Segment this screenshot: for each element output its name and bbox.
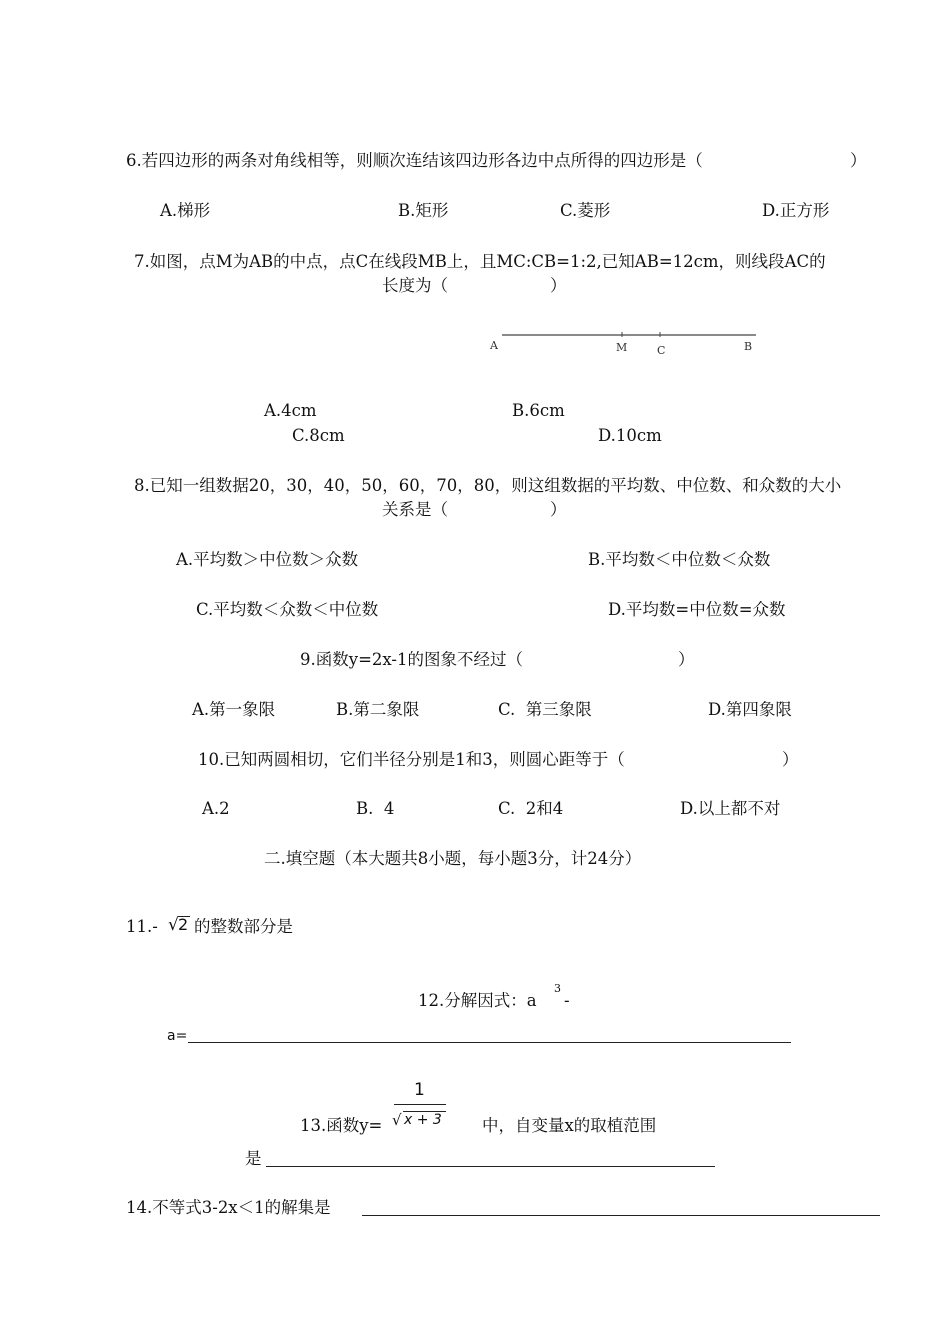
point-m-label: M <box>616 341 628 354</box>
q13-answer-blank[interactable] <box>266 1166 715 1167</box>
q7-option-a: A.4cm <box>264 401 317 420</box>
q11-prefix: 11.- <box>126 917 158 936</box>
q6-option-a: A.梯形 <box>160 201 211 220</box>
point-a-label: A <box>490 339 498 352</box>
q10-option-b: B. 4 <box>356 799 395 818</box>
q12-text: 12.分解因式：a <box>418 991 537 1010</box>
q6-option-c: C.菱形 <box>560 201 611 220</box>
q11-suffix: 的整数部分是 <box>194 917 293 936</box>
q12-answer-blank[interactable] <box>188 1042 791 1043</box>
q9-option-d: D.第四象限 <box>708 700 792 719</box>
q6-stem: 6.若四边形的两条对角线相等，则顺次连结该四边形各边中点所得的四边形是（ <box>126 151 703 170</box>
point-b-label: B <box>744 340 753 353</box>
q9-option-a: A.第一象限 <box>192 700 276 719</box>
q9-stem: 9.函数y=2x-1的图象不经过（ <box>300 650 523 669</box>
q14-text: 14.不等式3-2x＜1的解集是 <box>126 1198 331 1217</box>
q8-option-b: B.平均数＜中位数＜众数 <box>588 550 771 569</box>
q14-answer-blank[interactable] <box>362 1215 880 1216</box>
q13-suffix: 中，自变量x的取植范围 <box>482 1116 657 1135</box>
sqrt-sign-icon-2: √ <box>392 1111 402 1129</box>
q8-option-d: D.平均数=中位数=众数 <box>608 600 786 619</box>
q13-prefix: 13.函数y= <box>300 1116 383 1135</box>
q10-option-d: D.以上都不对 <box>680 799 781 818</box>
q13-fraction-bar <box>394 1104 446 1105</box>
q7-stem-line1: 7.如图，点M为AB的中点，点C在线段MB上，且MC:CB=1:2,已知AB=12cm，则线段AC的 <box>134 252 826 271</box>
sqrt-sign-icon: √ <box>168 915 179 935</box>
q7-stem-line2: 长度为（ <box>382 276 448 295</box>
q6-option-b: B.矩形 <box>398 201 449 220</box>
q7-option-b: B.6cm <box>512 401 565 420</box>
q8-close-paren: ） <box>550 500 567 519</box>
q8-option-a: A.平均数＞中位数＞众数 <box>176 550 359 569</box>
q11-radicand: 2 <box>178 915 189 934</box>
q10-stem: 10.已知两圆相切，它们半径分别是1和3，则圆心距等于（ <box>198 750 625 769</box>
q6-option-d: D.正方形 <box>762 201 830 220</box>
q13-radicand: x + 3 <box>404 1112 442 1128</box>
q8-option-c: C.平均数＜众数＜中位数 <box>196 600 379 619</box>
q13-numerator: 1 <box>414 1080 425 1100</box>
q8-stem-line2: 关系是（ <box>382 500 448 519</box>
q13-line2: 是 <box>245 1149 262 1168</box>
q10-close-paren: ） <box>782 750 799 769</box>
section-2-heading: 二.填空题（本大题共8小题，每小题3分，计24分） <box>264 849 642 868</box>
q12-exponent: 3 <box>554 982 561 995</box>
q12-minus: - <box>564 991 570 1010</box>
q7-option-d: D.10cm <box>598 426 662 445</box>
point-c-label: C <box>657 344 666 357</box>
q9-close-paren: ） <box>678 650 695 669</box>
q7-close-paren: ） <box>550 276 567 295</box>
q7-line-segment-figure <box>484 326 764 360</box>
q10-option-a: A.2 <box>202 799 230 818</box>
q12-answer-label: a= <box>167 1028 188 1044</box>
q10-option-c: C. 2和4 <box>498 799 564 818</box>
q9-option-c: C. 第三象限 <box>498 700 592 719</box>
q6-close-paren: ） <box>850 151 867 170</box>
q9-option-b: B.第二象限 <box>336 700 420 719</box>
q7-option-c: C.8cm <box>292 426 345 445</box>
q8-stem-line1: 8.已知一组数据20，30，40，50，60，70，80，则这组数据的平均数、中位数、和众数的大小 <box>134 476 842 495</box>
